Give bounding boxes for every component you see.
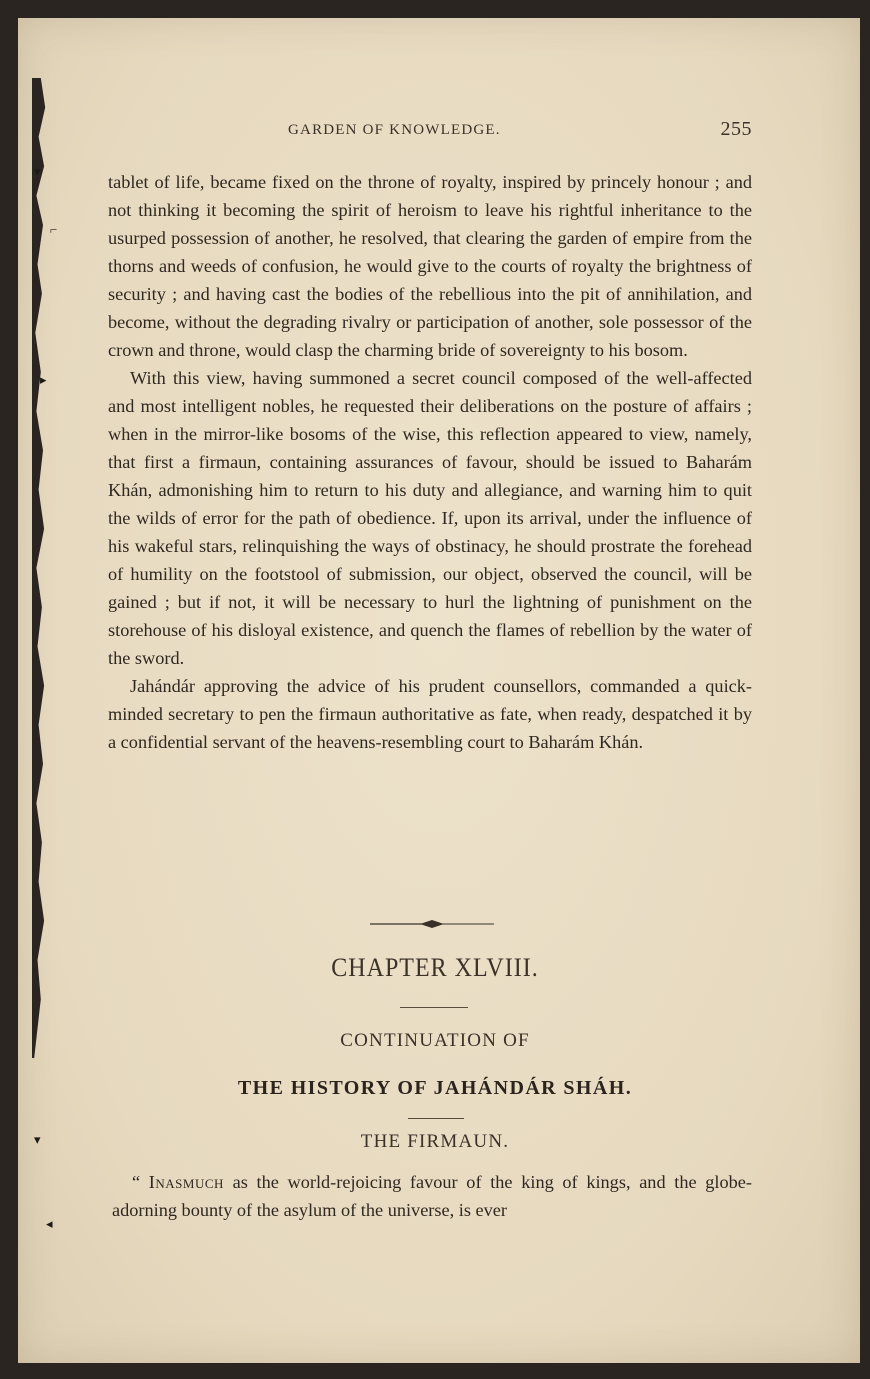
section-heading: THE FIRMAUN. xyxy=(360,1131,510,1152)
paragraph-rest: as the world-rejoicing favour of the king of kings, and the globe-adorning bounty of the asylum of the universe, is ever xyxy=(112,1172,752,1220)
margin-mark-icon: ▾ xyxy=(34,164,41,179)
divider xyxy=(408,1118,464,1119)
firmaun-text xyxy=(112,1168,752,1224)
chapter-subtitle: CONTINUATION OF xyxy=(340,1030,530,1051)
margin-mark-icon: ▾ xyxy=(34,1132,41,1147)
lead-word: Inasmuch xyxy=(148,1172,224,1192)
section-ornament xyxy=(370,918,494,930)
open-quote: “ xyxy=(132,1172,149,1192)
paragraph: tablet of life, became fixed on the throne of royalty, inspired by princely honour ; and not thinking it becoming the spirit of heroism to leave his rightful inheritance to the usurped possession of another, he resolved, that clearing the garden of empire from the thorns and weeds of confusion, he would give to the courts of royalty the brightness of security ; and having cast the bodies of the rebellious into the pit of annihilation, and become, without the degrading rivalry or participation of another, sole possessor of the crown and throne, would clasp the charming bride of sovereignty to his bosom. xyxy=(108,172,752,360)
margin-mark-icon: ◂ xyxy=(46,1216,53,1231)
paragraph xyxy=(112,1168,752,1224)
running-head: GARDEN OF KNOWLEDGE. xyxy=(288,122,501,138)
margin-mark-icon: ⌐ xyxy=(50,222,58,237)
chapter-title: THE HISTORY OF JAHÁNDÁR SHÁH. xyxy=(237,1077,633,1099)
margin-mark-icon: ▸ xyxy=(40,372,47,387)
body-text xyxy=(108,168,752,756)
page-header xyxy=(100,120,752,142)
divider xyxy=(400,1007,468,1008)
chapter-heading: CHAPTER XLVIII. xyxy=(331,953,539,983)
paragraph: With this view, having summoned a secret council composed of the well-affected and most intelligent nobles, he requested their deliberations on the posture of affairs ; when in the mirror-like bosoms of the wise, this reflection appeared to view, namely, that first a firmaun, containing assurances of favour, should be issued to Baharám Khán, admonishing him to return to his duty and allegiance, and warning him to quit the wilds of error for the path of obedience. If, upon its arrival, under the influence of his wakeful stars, relinquishing the ways of obstinacy, he should prostrate the forehead of humility on the footstool of submission, our object, observed the council, will be gained ; but if not, it will be necessary to hurl the lightning of punishment on the storehouse of his disloyal existence, and quench the flames of rebellion by the water of the sword. xyxy=(108,368,752,668)
page-number: 255 xyxy=(720,118,752,140)
paragraph: Jahándár approving the advice of his prudent counsellors, commanded a quick-minded secretary to pen the firmaun authoritative as fate, when ready, despatched it by a confidential servant of the heavens-resembling court to Baharám Khán. xyxy=(108,676,752,752)
